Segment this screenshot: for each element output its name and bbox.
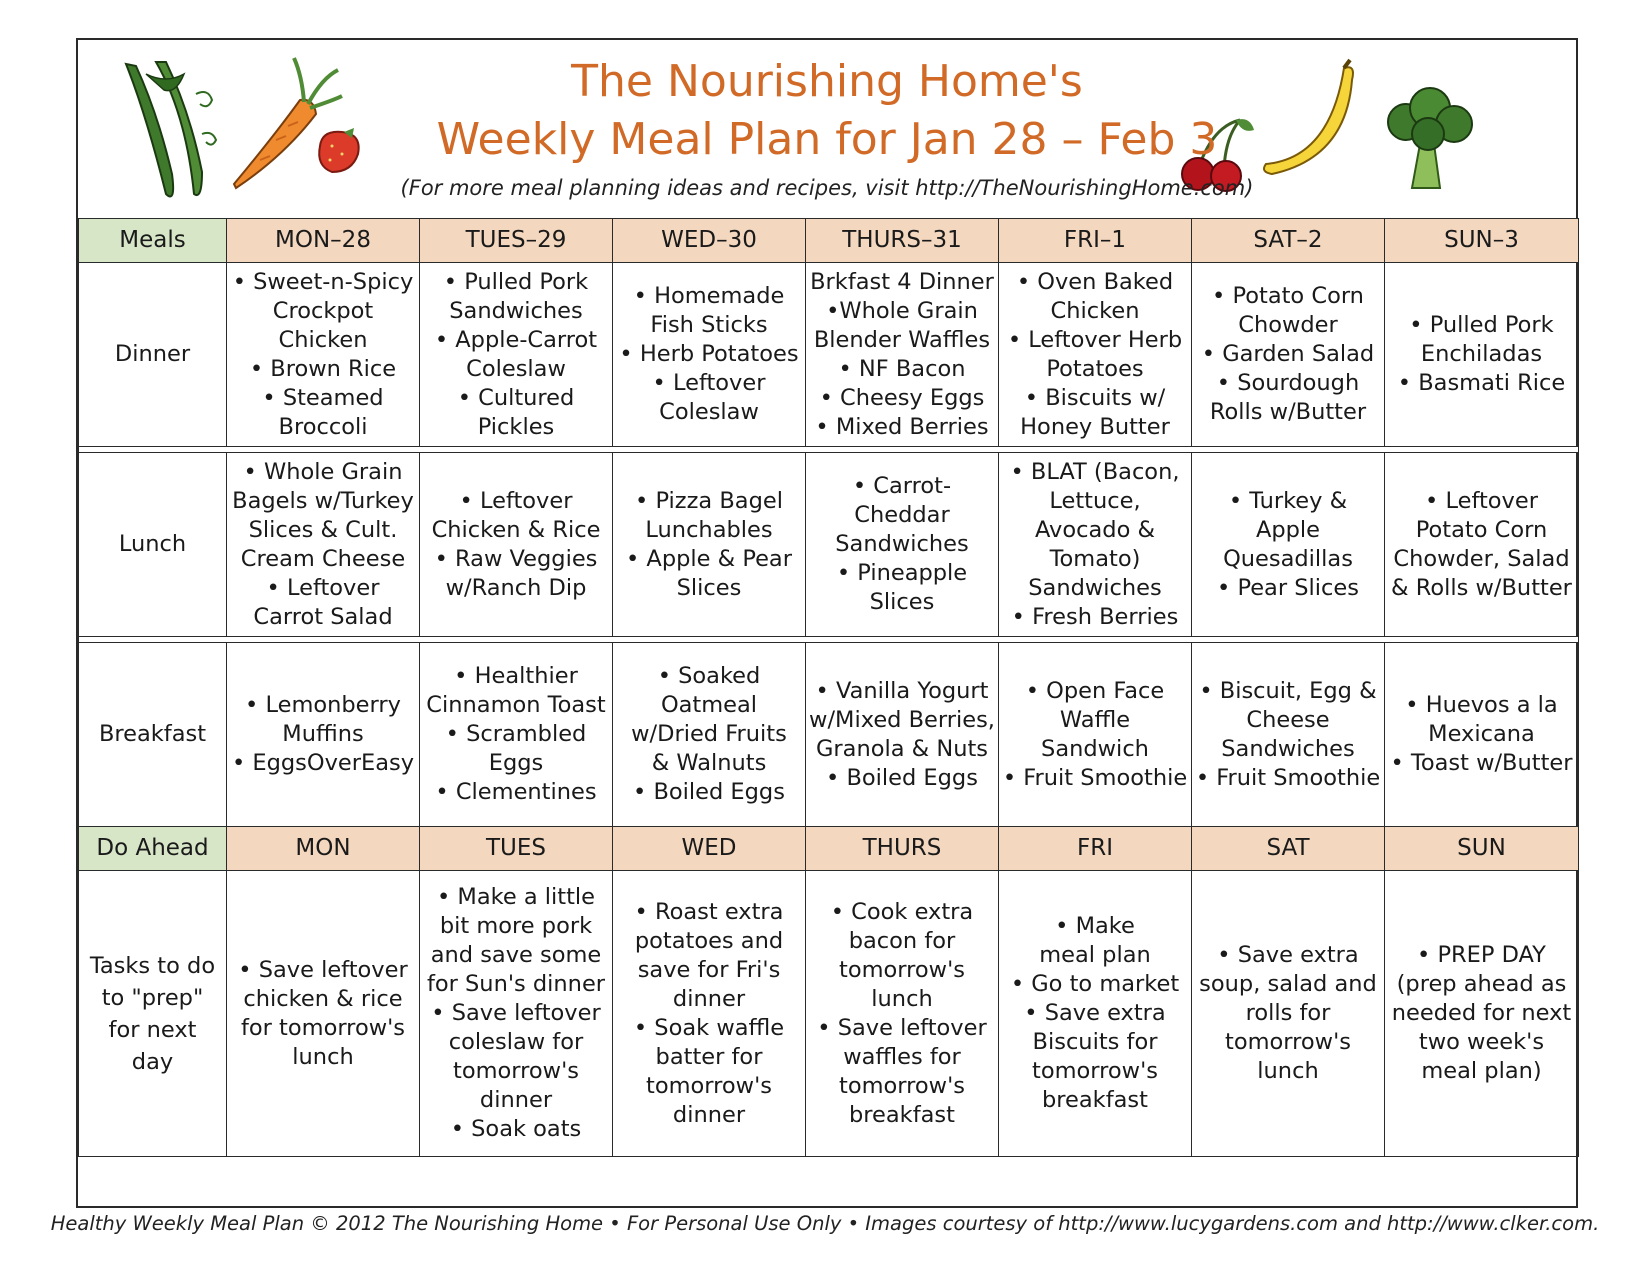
meal-line: • Roast extra [634,898,784,925]
meal-line: • Save leftover [817,1014,987,1041]
day-header: THURS [806,827,999,871]
meal-cell [1385,263,1579,447]
day-header: THURS–31 [806,219,999,263]
meal-line: bacon for [848,927,956,954]
title-line-1: The Nourishing Home's [571,56,1083,107]
meal-line: • Leftover Herb [1007,326,1183,353]
meal-cell [227,263,420,447]
meal-line: • Pulled Pork [1409,312,1554,338]
meal-line: Muffins [282,721,364,747]
title-line-2: Weekly Meal Plan for Jan 28 – Feb 3 [436,114,1218,165]
meal-line: lunch [1257,1058,1319,1084]
meal-line: Slices & Cult. [248,516,398,543]
meal-line: (prep ahead as [1396,971,1567,997]
meal-line: tomorrow's [646,1072,772,1099]
meal-line: Potatoes [1046,355,1144,382]
meal-line: & Rolls w/Butter [1391,574,1572,601]
meal-line: • Oven Baked [1016,268,1174,295]
meal-line: breakfast [1042,1087,1148,1113]
meal-line: • Pizza Bagel [635,487,783,514]
day-header: FRI–1 [999,219,1192,263]
meal-line: Coleslaw [659,399,759,425]
meal-line: Chicken [278,326,368,353]
meal-line: w/Mixed Berries, [809,706,995,733]
meal-line: • Garden Salad [1201,341,1375,367]
meal-line: Lettuce, [1049,487,1141,514]
meal-line: chicken & rice [243,985,403,1012]
meal-cell [227,871,420,1157]
meal-line: Sandwiches [835,531,969,557]
meals-header-row [79,219,1579,263]
day-header: SUN–3 [1385,219,1579,263]
meal-line: • Potato Corn [1212,283,1364,309]
meal-cell [227,453,420,637]
meal-cell [613,453,806,637]
meal-line: Sandwich [1041,735,1149,762]
meal-cell [999,263,1192,447]
dinner-row-label: Dinner [79,263,227,447]
meal-line: needed for next [1391,1000,1572,1026]
meal-line: Slices [676,574,742,601]
meal-line: Oatmeal [660,692,758,718]
day-header: TUES–29 [420,219,613,263]
meal-line: Cinnamon Toast [426,692,606,718]
meal-line: • Biscuit, Egg & [1199,677,1377,704]
meal-line: Bagels w/Turkey [232,487,414,514]
meal-line: Pickles [477,413,555,440]
lunch-row-label: Lunch [79,453,227,637]
meal-line: • Soak oats [450,1116,582,1142]
day-header: FRI [999,827,1192,871]
meal-line: • Mixed Berries [815,413,989,440]
meal-line: w/Dried Fruits [631,721,787,747]
label-line: for next [108,1016,197,1043]
meal-line: & Walnuts [651,750,767,776]
meal-line: • Cheesy Eggs [819,384,985,411]
meal-line: • Leftover [266,574,380,601]
meal-line: • Vanilla Yogurt [815,677,989,704]
meal-line: • Toast w/Butter [1390,750,1573,776]
meal-line: meal plan [1039,942,1151,968]
footer-credits: Healthy Weekly Meal Plan © 2012 The Nourishing Home • For Personal Use Only • Images courtesy of http://www.lucygardens.com and http://www.clker.com. [50,1212,1600,1235]
meal-line: • Leftover [1425,487,1538,514]
meal-line: Honey Butter [1020,413,1170,440]
meal-line: • Fresh Berries [1011,603,1179,630]
meal-line: tomorrow's [839,1072,965,1099]
meal-line: • BLAT (Bacon, [1010,458,1180,485]
day-header: SAT–2 [1192,219,1385,263]
meal-line: two week's [1418,1029,1545,1055]
meal-cell [999,643,1192,827]
day-header: WED [613,827,806,871]
meal-line: potatoes and [634,927,784,954]
meal-line: dinner [672,1101,746,1128]
meal-line: Brkfast 4 Dinner [810,268,994,295]
meal-line: • Scrambled [445,721,587,747]
meal-line: Eggs [488,750,544,776]
meals-header-row-label: Meals [79,219,227,263]
meal-line: • PREP DAY [1417,942,1546,968]
label-line: to "prep" [101,984,204,1011]
meal-line: Granola & Nuts [815,735,989,762]
meal-line: tomorrow's [1225,1029,1351,1055]
meal-line: • Raw Veggies [434,545,598,572]
meal-line: for tomorrow's [240,1014,406,1041]
meal-line: tomorrow's [839,956,965,983]
meal-plan-frame [76,38,1578,1208]
label-line: day [131,1048,174,1075]
meal-cell [1385,871,1579,1157]
meal-line: breakfast [849,1101,955,1128]
meal-line: Apple [1255,516,1321,543]
meal-line: Mexicana [1428,721,1535,747]
meal-line: Potato Corn [1415,516,1548,543]
do-ahead-header-row [79,827,1579,871]
meal-cell [806,871,999,1157]
meal-line: Waffle [1059,706,1131,733]
breakfast-row-label: Breakfast [79,643,227,827]
day-header: MON [227,827,420,871]
meal-line: • Steamed [262,384,384,411]
meal-line: bit more pork [439,913,593,939]
header [78,40,1576,218]
meal-line: Chowder [1238,312,1338,338]
meal-cell [999,453,1192,637]
meal-cell [420,643,613,827]
meal-line: rolls for [1245,1000,1331,1026]
meal-line: waffles for [843,1043,961,1070]
meal-line: • Leftover [652,370,766,396]
meal-line: • Pear Slices [1217,574,1359,601]
breakfast-row [79,643,1579,827]
meal-line: • Go to market [1010,971,1180,997]
meal-line: Broccoli [278,413,368,440]
meal-cell [613,643,806,827]
dinner-row [79,263,1579,447]
meal-line: Blender Waffles [813,326,991,353]
meal-cell [420,263,613,447]
meal-line: • Herb Potatoes [619,341,799,367]
meal-cell [420,453,613,637]
meal-line: • Clementines [435,779,597,805]
meal-line: • Huevos a la [1405,692,1558,718]
meal-line: batter for [655,1043,763,1070]
meal-line: • Sweet-n-Spicy [232,268,414,295]
meal-line: Cheese [1246,706,1330,733]
meal-line: • Fruit Smoothie [1002,764,1188,791]
meal-line: • Carrot- [852,473,952,499]
meal-cell [806,263,999,447]
meal-line: Cheddar [854,502,950,528]
day-header: MON–28 [227,219,420,263]
meal-line: • Save leftover [238,956,408,983]
meal-line: Enchiladas [1420,341,1543,367]
meal-line: Sandwiches [449,297,583,324]
do-ahead-header-row-label: Do Ahead [79,827,227,871]
meal-line: Cream Cheese [240,545,406,572]
meal-line: Slices [869,589,935,615]
meal-line: • Save leftover [431,1000,601,1026]
meal-line: Tomato) [1049,545,1141,572]
meal-line: Rolls w/Butter [1209,399,1367,425]
meal-line: Crockpot [272,297,374,324]
label-line: Tasks to do [89,952,216,979]
lunch-row [79,453,1579,637]
meal-line: and save some [430,942,602,968]
day-header: SAT [1192,827,1385,871]
meal-line: • NF Bacon [838,355,966,382]
meal-cell [999,871,1192,1157]
meal-line: soup, salad and [1199,971,1377,997]
meal-line: • Brown Rice [249,355,397,382]
meal-line: • Healthier [454,663,578,689]
meal-cell [1192,453,1385,637]
meal-line: • Soaked [657,663,761,689]
meal-line: • Biscuits w/ [1024,384,1166,411]
meal-line: • Lemonberry [245,692,401,718]
meal-line: tomorrow's [1032,1058,1158,1084]
meal-line: Coleslaw [466,355,566,382]
meal-line: Sandwiches [1028,574,1162,601]
meal-line: dinner [672,985,746,1012]
meal-line: • Cultured [457,384,575,411]
meal-plan-table [78,218,1579,1157]
meal-line: dinner [479,1087,553,1113]
meal-line: Fish Sticks [650,312,768,338]
meal-line: • EggsOverEasy [231,750,415,776]
day-header: TUES [420,827,613,871]
day-header: WED–30 [613,219,806,263]
meal-line: coleslaw for [448,1029,584,1055]
meal-cell [806,643,999,827]
meal-line: Quesadillas [1223,545,1353,572]
meal-line: • Boiled Eggs [633,779,785,805]
meal-cell [1385,453,1579,637]
day-header: SUN [1385,827,1579,871]
meal-line: • Cook extra [830,898,974,925]
meal-line: Carrot Salad [253,603,393,630]
subtitle: (For more meal planning ideas and recipes, visit http://TheNourishingHome.com) [400,176,1254,200]
meal-cell [1192,263,1385,447]
meal-cell [420,871,613,1157]
meal-cell [1192,871,1385,1157]
meal-line: •Whole Grain [826,297,978,324]
meal-line: • Pineapple [836,560,968,586]
meal-line: • Turkey & [1228,487,1348,514]
meal-line: • Save extra [1024,1000,1166,1026]
meal-line: meal plan) [1421,1058,1542,1084]
meal-line: Chicken [1050,297,1140,324]
meal-line: lunch [871,985,933,1012]
meal-line: w/Ranch Dip [445,574,587,601]
meal-line: • Boiled Eggs [826,764,978,791]
meal-line: Biscuits for [1032,1029,1158,1055]
meal-line: tomorrow's [453,1058,579,1084]
meal-line: Chowder, Salad [1393,545,1570,572]
meal-line: for Sun's dinner [426,971,606,997]
meal-line: • Open Face [1025,677,1165,704]
meal-line: • Pulled Pork [443,268,589,295]
meal-line: Sandwiches [1221,735,1355,762]
meal-line: • Apple & Pear [626,545,792,572]
meal-line: Lunchables [645,516,773,543]
meal-line: Avocado & [1034,516,1156,543]
meal-line: lunch [292,1043,354,1070]
meal-line: • Soak waffle [633,1014,785,1041]
tasks-row [79,871,1579,1157]
meal-cell [613,263,806,447]
meal-cell [613,871,806,1157]
meal-line: • Leftover [459,487,573,514]
meal-line: Chicken & Rice [431,516,601,543]
meal-line: • Fruit Smoothie [1195,764,1381,791]
meal-line: save for Fri's [637,956,781,983]
meal-line: • Apple-Carrot [434,326,598,353]
meal-cell [227,643,420,827]
meal-line: • Make a little [436,884,596,910]
meal-line: • Save extra [1217,942,1359,968]
meal-cell [1192,643,1385,827]
meal-cell [1385,643,1579,827]
meal-line: • Sourdough [1216,370,1360,396]
meal-line: • Basmati Rice [1397,370,1566,396]
meal-line: • Make [1055,913,1135,939]
meal-cell [806,453,999,637]
meal-line: • Whole Grain [243,458,403,485]
meal-line: • Homemade [633,283,785,309]
tasks-row-label [79,871,227,1157]
